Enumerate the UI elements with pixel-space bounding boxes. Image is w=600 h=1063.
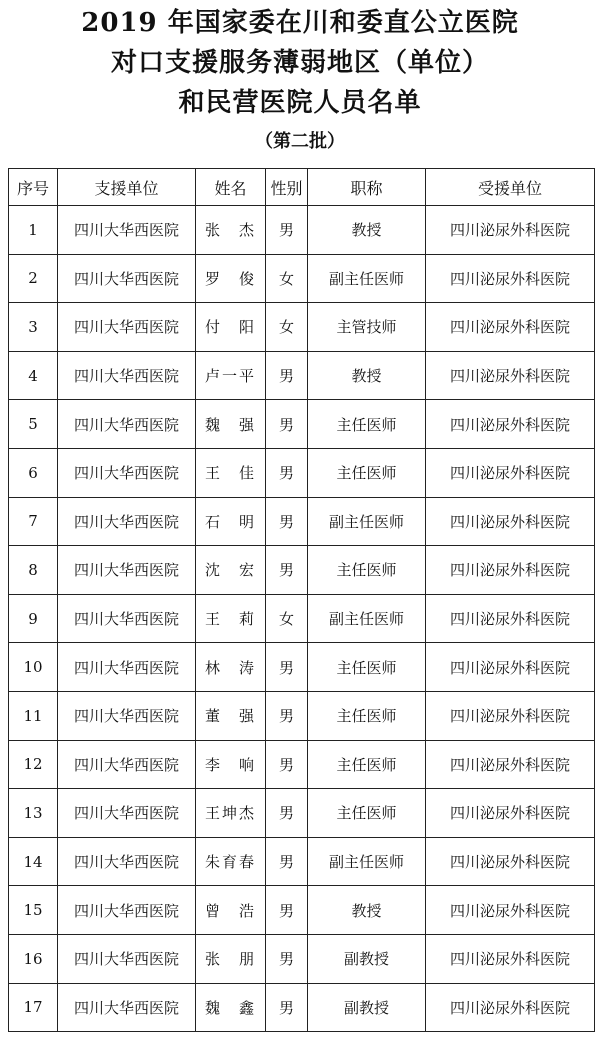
header-gender: 性别: [266, 169, 308, 206]
table-row: [9, 351, 595, 400]
cell-receiving-unit: 四川泌尿外科医院: [426, 740, 595, 789]
cell-job-title: 主任医师: [308, 400, 426, 449]
table-row: [9, 837, 595, 886]
table-row: [9, 546, 595, 595]
cell-receiving-unit: 四川泌尿外科医院: [426, 546, 595, 595]
cell-receiving-unit: 四川泌尿外科医院: [426, 497, 595, 546]
cell-serial-number: 9: [9, 594, 58, 643]
personnel-table: [8, 168, 595, 1032]
cell-job-title: 主管技师: [308, 303, 426, 352]
cell-supporting-unit: 四川大华西医院: [58, 351, 196, 400]
cell-supporting-unit: 四川大华西医院: [58, 789, 196, 838]
cell-name: 王 佳: [196, 448, 266, 497]
cell-name: 董 强: [196, 691, 266, 740]
cell-name: 沈 宏: [196, 546, 266, 595]
document-title-line-2: 对口支援服务薄弱地区（单位）: [110, 48, 489, 78]
cell-job-title: 副主任医师: [308, 254, 426, 303]
cell-supporting-unit: 四川大华西医院: [58, 643, 196, 692]
cell-job-title: 主任医师: [308, 546, 426, 595]
cell-receiving-unit: 四川泌尿外科医院: [426, 448, 595, 497]
cell-job-title: 主任医师: [308, 691, 426, 740]
cell-job-title: 教授: [308, 351, 426, 400]
cell-gender: 男: [266, 400, 308, 449]
cell-name: 曾 浩: [196, 886, 266, 935]
cell-serial-number: 14: [9, 837, 58, 886]
cell-gender: 男: [266, 497, 308, 546]
table-row: [9, 691, 595, 740]
cell-serial-number: 17: [9, 983, 58, 1032]
cell-supporting-unit: 四川大华西医院: [58, 691, 196, 740]
cell-name: 魏 鑫: [196, 983, 266, 1032]
table-row: [9, 254, 595, 303]
cell-gender: 女: [266, 254, 308, 303]
cell-gender: 男: [266, 740, 308, 789]
table-row: [9, 303, 595, 352]
cell-gender: 男: [266, 351, 308, 400]
table-header: [9, 169, 595, 206]
cell-gender: 男: [266, 886, 308, 935]
cell-receiving-unit: 四川泌尿外科医院: [426, 206, 595, 255]
cell-receiving-unit: 四川泌尿外科医院: [426, 303, 595, 352]
batch-subtitle: （第二批）: [255, 131, 345, 152]
cell-serial-number: 11: [9, 691, 58, 740]
cell-serial-number: 2: [9, 254, 58, 303]
cell-gender: 男: [266, 546, 308, 595]
document-title-line-3: 和民营医院人员名单: [178, 88, 422, 118]
cell-gender: 女: [266, 594, 308, 643]
cell-receiving-unit: 四川泌尿外科医院: [426, 886, 595, 935]
cell-receiving-unit: 四川泌尿外科医院: [426, 594, 595, 643]
cell-job-title: 副主任医师: [308, 594, 426, 643]
cell-name: 张 杰: [196, 206, 266, 255]
cell-receiving-unit: 四川泌尿外科医院: [426, 400, 595, 449]
cell-name: 王 莉: [196, 594, 266, 643]
cell-serial-number: 4: [9, 351, 58, 400]
cell-serial-number: 12: [9, 740, 58, 789]
table-row: [9, 934, 595, 983]
cell-serial-number: 16: [9, 934, 58, 983]
cell-name: 罗 俊: [196, 254, 266, 303]
cell-name: 魏 强: [196, 400, 266, 449]
table-row: [9, 594, 595, 643]
cell-receiving-unit: 四川泌尿外科医院: [426, 983, 595, 1032]
header-serial-number: 序号: [9, 169, 58, 206]
cell-serial-number: 3: [9, 303, 58, 352]
cell-name: 朱育春: [196, 837, 266, 886]
cell-name: 石 明: [196, 497, 266, 546]
cell-receiving-unit: 四川泌尿外科医院: [426, 837, 595, 886]
cell-gender: 女: [266, 303, 308, 352]
cell-supporting-unit: 四川大华西医院: [58, 497, 196, 546]
cell-job-title: 副主任医师: [308, 497, 426, 546]
document-title-line-1: 2019 年国家委在川和委直公立医院: [81, 8, 519, 38]
header-row: [9, 169, 595, 206]
cell-job-title: 副主任医师: [308, 837, 426, 886]
cell-name: 付 阳: [196, 303, 266, 352]
cell-supporting-unit: 四川大华西医院: [58, 594, 196, 643]
cell-receiving-unit: 四川泌尿外科医院: [426, 254, 595, 303]
cell-supporting-unit: 四川大华西医院: [58, 983, 196, 1032]
cell-receiving-unit: 四川泌尿外科医院: [426, 643, 595, 692]
cell-job-title: 主任医师: [308, 643, 426, 692]
cell-job-title: 教授: [308, 886, 426, 935]
header-name: 姓名: [196, 169, 266, 206]
cell-gender: 男: [266, 837, 308, 886]
cell-serial-number: 5: [9, 400, 58, 449]
cell-name: 卢一平: [196, 351, 266, 400]
cell-supporting-unit: 四川大华西医院: [58, 400, 196, 449]
cell-gender: 男: [266, 934, 308, 983]
cell-supporting-unit: 四川大华西医院: [58, 303, 196, 352]
table-row: [9, 400, 595, 449]
cell-gender: 男: [266, 691, 308, 740]
cell-serial-number: 10: [9, 643, 58, 692]
header-supporting-unit: 支援单位: [58, 169, 196, 206]
cell-job-title: 副教授: [308, 934, 426, 983]
cell-job-title: 教授: [308, 206, 426, 255]
header-receiving-unit: 受援单位: [426, 169, 595, 206]
cell-serial-number: 7: [9, 497, 58, 546]
cell-job-title: 主任医师: [308, 448, 426, 497]
cell-supporting-unit: 四川大华西医院: [58, 546, 196, 595]
cell-serial-number: 15: [9, 886, 58, 935]
cell-supporting-unit: 四川大华西医院: [58, 206, 196, 255]
cell-name: 林 涛: [196, 643, 266, 692]
cell-serial-number: 8: [9, 546, 58, 595]
cell-receiving-unit: 四川泌尿外科医院: [426, 691, 595, 740]
cell-gender: 男: [266, 789, 308, 838]
cell-gender: 男: [266, 643, 308, 692]
cell-supporting-unit: 四川大华西医院: [58, 254, 196, 303]
cell-serial-number: 13: [9, 789, 58, 838]
cell-job-title: 主任医师: [308, 740, 426, 789]
cell-name: 王坤杰: [196, 789, 266, 838]
cell-supporting-unit: 四川大华西医院: [58, 740, 196, 789]
table-row: [9, 789, 595, 838]
cell-receiving-unit: 四川泌尿外科医院: [426, 934, 595, 983]
table-row: [9, 206, 595, 255]
cell-supporting-unit: 四川大华西医院: [58, 934, 196, 983]
header-job-title: 职称: [308, 169, 426, 206]
table-row: [9, 448, 595, 497]
cell-job-title: 副教授: [308, 983, 426, 1032]
table-row: [9, 740, 595, 789]
cell-gender: 男: [266, 448, 308, 497]
cell-gender: 男: [266, 983, 308, 1032]
table-row: [9, 886, 595, 935]
cell-receiving-unit: 四川泌尿外科医院: [426, 789, 595, 838]
cell-receiving-unit: 四川泌尿外科医院: [426, 351, 595, 400]
cell-supporting-unit: 四川大华西医院: [58, 448, 196, 497]
cell-name: 李 响: [196, 740, 266, 789]
cell-serial-number: 6: [9, 448, 58, 497]
cell-name: 张 朋: [196, 934, 266, 983]
table-row: [9, 497, 595, 546]
table-row: [9, 643, 595, 692]
table-body: [9, 206, 595, 1032]
cell-job-title: 主任医师: [308, 789, 426, 838]
cell-gender: 男: [266, 206, 308, 255]
table-row: [9, 983, 595, 1032]
cell-supporting-unit: 四川大华西医院: [58, 837, 196, 886]
cell-supporting-unit: 四川大华西医院: [58, 886, 196, 935]
cell-serial-number: 1: [9, 206, 58, 255]
